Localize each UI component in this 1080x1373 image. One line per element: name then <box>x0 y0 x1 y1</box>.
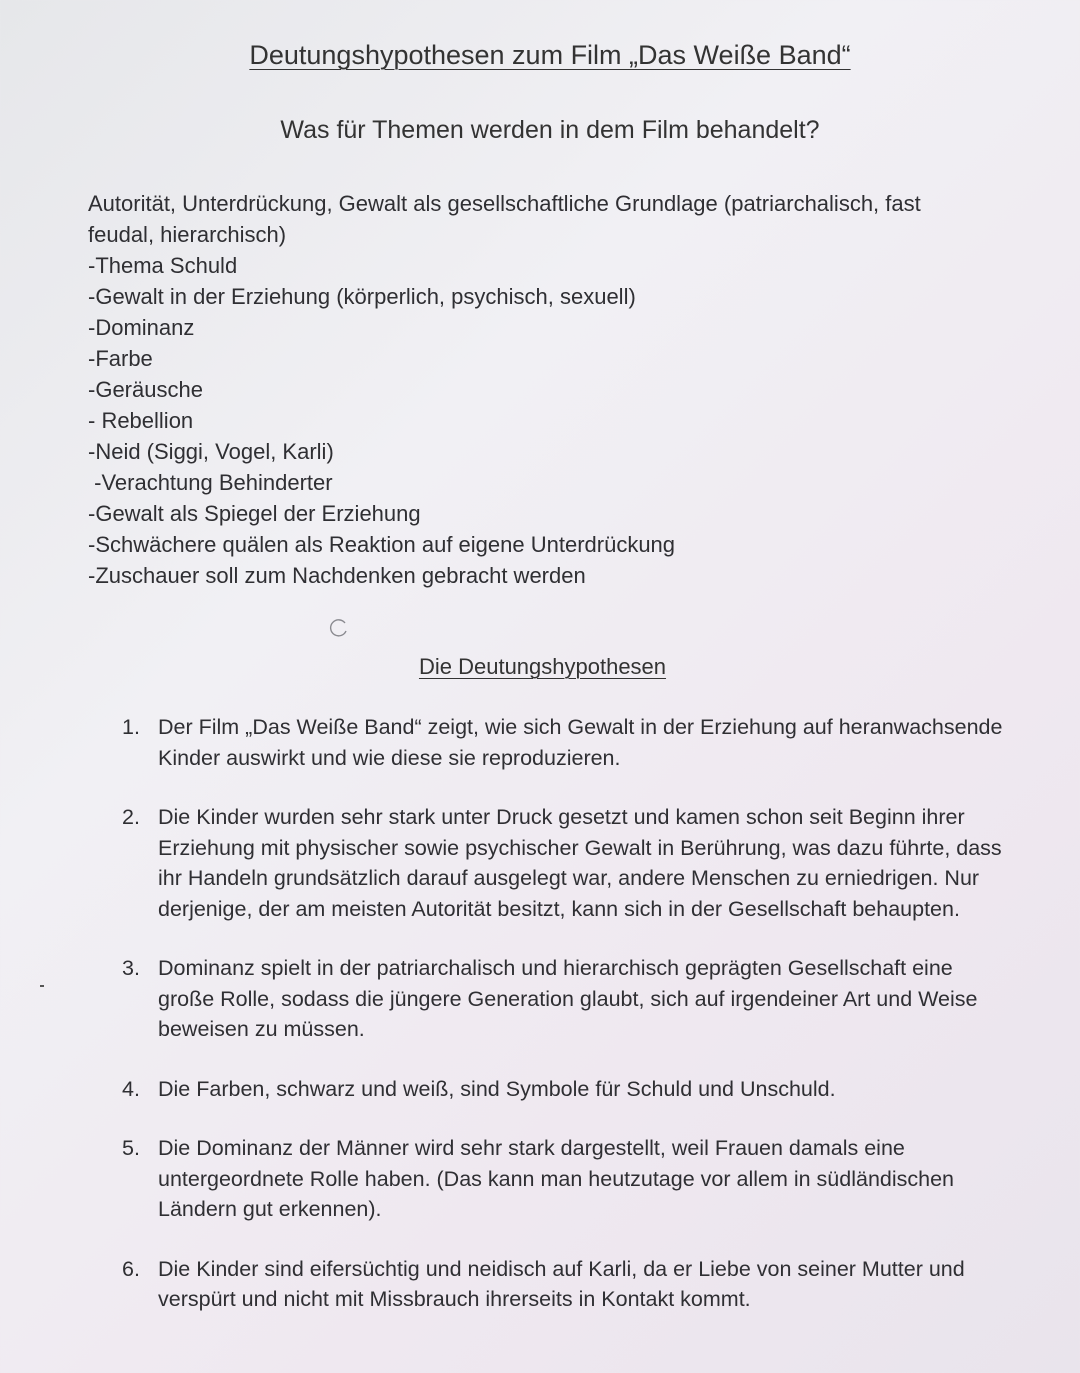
hypothesis-text: Dominanz spielt in der patriarchalisch und hierarchisch geprägten Gesellschaft eine große Rolle, sodass die jüngere Generation glaubt, sich auf irgendeiner Art und Weise beweisen zu müssen. <box>158 956 978 1041</box>
hypothesis-number: 6. <box>122 1256 140 1281</box>
hypothesis-item <box>118 1254 1008 1315</box>
themes-section <box>88 188 968 591</box>
theme-item: -Thema Schuld <box>88 253 238 278</box>
themes-list <box>88 250 968 591</box>
themes-question: Was für Themen werden in dem Film behandelt? <box>280 116 820 144</box>
themes-intro: Autorität, Unterdrückung, Gewalt als gesellschaftliche Grundlage (patriarchalisch, fast feudal, hierarchisch) <box>88 191 921 247</box>
hypothesis-item <box>118 1074 1008 1105</box>
margin-mark <box>40 985 44 987</box>
hypothesis-number: 5. <box>122 1136 140 1160</box>
hypothesis-item <box>118 802 1008 924</box>
hypothesis-number: 4. <box>122 1076 140 1101</box>
hypotheses-heading: Die Deutungshypothesen <box>418 654 667 679</box>
theme-item: -Geräusche <box>88 377 203 402</box>
theme-item: - Rebellion <box>88 408 194 433</box>
hypothesis-text: Die Kinder sind eifersüchtig und neidisch auf Karli, da er Liebe von seiner Mutter und verspürt und nicht mit Missbrauch ihrerseits in Kontakt kommt. <box>158 1256 965 1311</box>
theme-item: -Schwächere quälen als Reaktion auf eigene Unterdrückung <box>88 532 676 557</box>
theme-item: -Farbe <box>88 346 153 371</box>
hypothesis-number: 2. <box>122 805 140 829</box>
loading-circle-icon <box>329 618 349 638</box>
hypotheses-list <box>118 712 1008 1344</box>
theme-item: -Verachtung Behinderter <box>88 470 333 495</box>
hypothesis-text: Die Kinder wurden sehr stark unter Druck gesetzt und kamen schon seit Beginn ihrer Erziehung mit physischer sowie psychischer Gewalt in Berührung, was dazu führte, dass ihr Handeln grundsätzlich darauf ausgelegt war, andere Menschen zu erniedrigen. Nur derjenige, der am meisten Autorität besitzt, kann sich in der Gesellschaft behaupten. <box>158 805 1002 921</box>
hypothesis-number: 1. <box>122 715 140 739</box>
hypothesis-item <box>118 953 1008 1045</box>
hypothesis-text: Die Farben, schwarz und weiß, sind Symbole für Schuld und Unschuld. <box>158 1076 836 1101</box>
hypothesis-number: 3. <box>122 956 140 980</box>
theme-item: -Zuschauer soll zum Nachdenken gebracht werden <box>88 563 586 588</box>
hypothesis-text: Der Film „Das Weiße Band“ zeigt, wie sich Gewalt in der Erziehung auf heranwachsende Kinder auswirkt und wie diese sie reproduzieren. <box>158 715 1003 770</box>
theme-item: -Gewalt als Spiegel der Erziehung <box>88 501 421 526</box>
hypothesis-text: Die Dominanz der Männer wird sehr stark dargestellt, weil Frauen damals eine untergeordnete Rolle haben. (Das kann man heutzutage vor allem in südländischen Ländern gut erkennen). <box>158 1136 955 1221</box>
theme-item: -Neid (Siggi, Vogel, Karli) <box>88 439 334 464</box>
document-title: Deutungshypothesen zum Film „Das Weiße Band“ <box>249 40 851 70</box>
hypothesis-item <box>118 712 1008 773</box>
hypothesis-item <box>118 1133 1008 1225</box>
theme-item: -Gewalt in der Erziehung (körperlich, psychisch, sexuell) <box>88 284 636 309</box>
theme-item: -Dominanz <box>88 315 195 340</box>
